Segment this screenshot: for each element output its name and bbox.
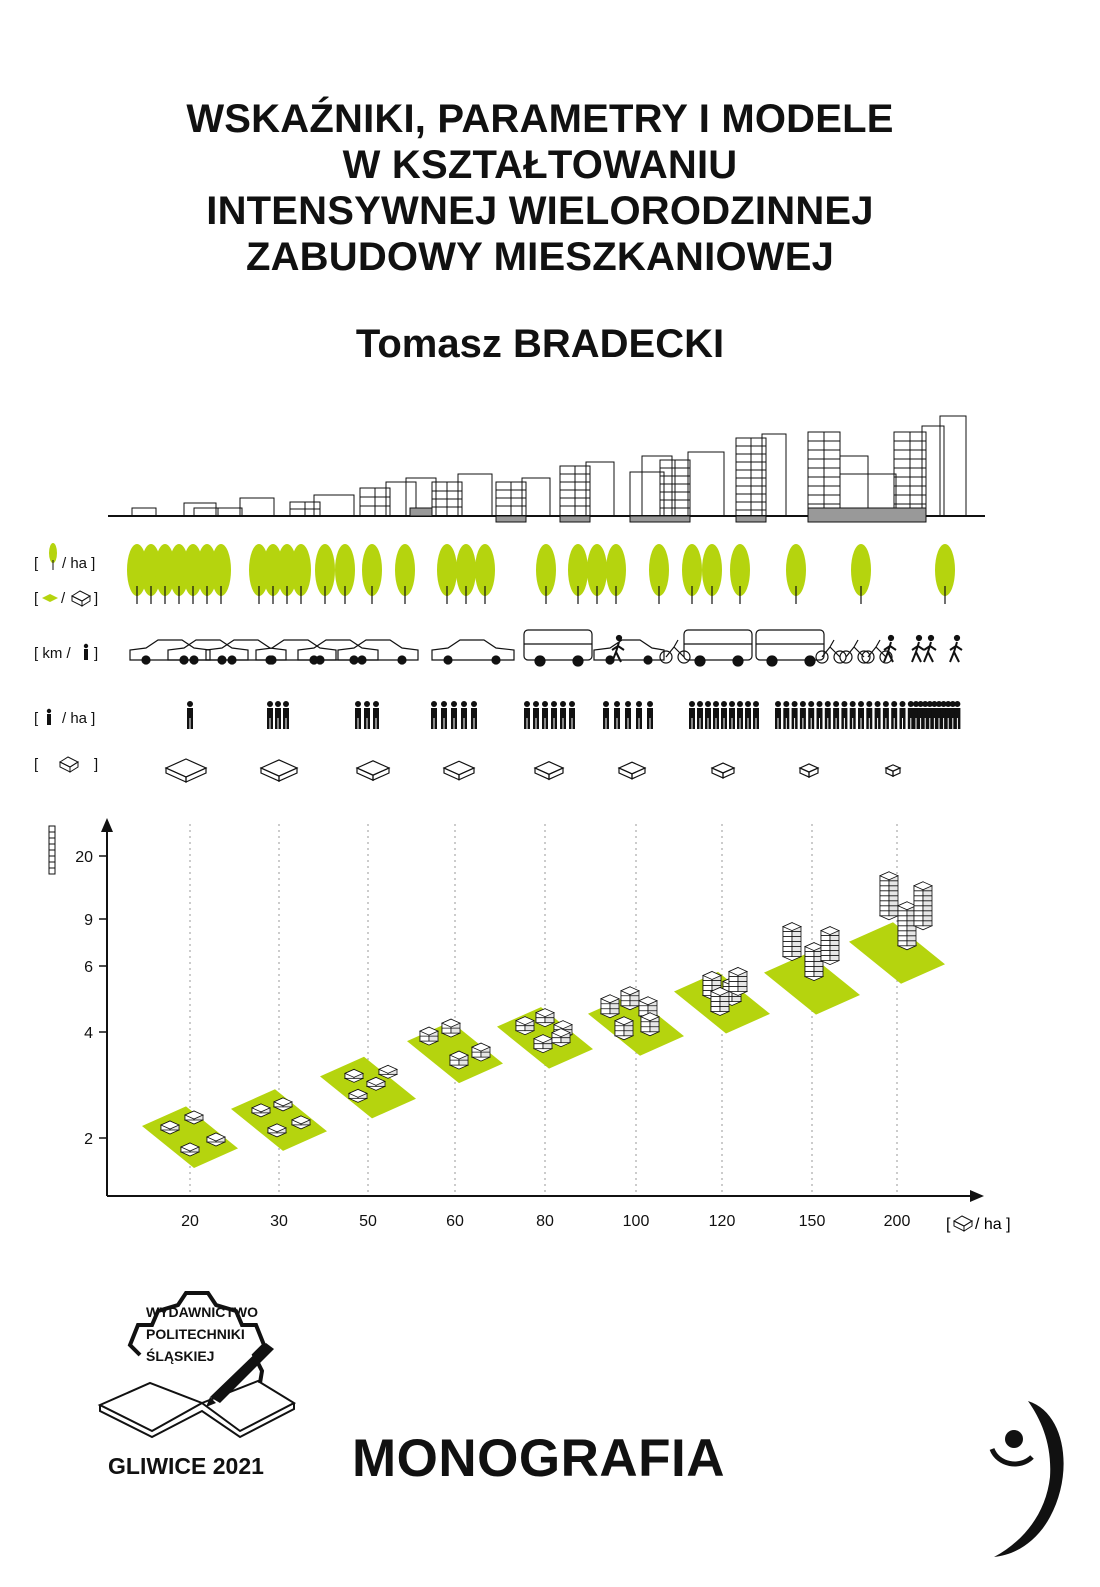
person-icon (471, 701, 477, 729)
tree-icon (475, 544, 495, 604)
plot-size-icon (166, 759, 206, 782)
plot-size-icon (800, 764, 818, 777)
tree-icon (851, 544, 871, 604)
storeys-icon (49, 826, 55, 874)
x-tick-label: 100 (622, 1213, 650, 1230)
person-icon (636, 701, 642, 729)
green-plot (849, 922, 945, 984)
y-tick-label: 6 (84, 959, 93, 976)
development-models (142, 872, 945, 1168)
person-icon (783, 701, 789, 729)
person-icon (283, 701, 289, 729)
building-block (472, 1043, 490, 1061)
person-icon (775, 701, 781, 729)
building-block (615, 1017, 633, 1040)
tree-icon (568, 544, 588, 604)
person-icon (721, 701, 727, 729)
y-axis-ticks (75, 849, 107, 1148)
person-icon (431, 701, 437, 729)
y-tick-label: 20 (75, 849, 93, 866)
tree-icon (935, 544, 955, 604)
person-icon (603, 701, 609, 729)
author-name: Tomasz BRADECKI (355, 322, 725, 366)
person-icon (900, 701, 906, 729)
building-block (729, 967, 747, 995)
series-title: MONOGRAFIA (352, 1429, 726, 1488)
building-icon (60, 757, 78, 772)
x-tick-label: 20 (181, 1213, 199, 1230)
building-block (783, 923, 801, 961)
publisher-line-1: WYDAWNICTWO (146, 1304, 258, 1320)
publisher-line-3: ŚLĄSKIEJ (146, 1348, 215, 1364)
skyline-diagram (108, 416, 985, 522)
legend-transport: [ km / (34, 645, 71, 662)
person-icon (954, 701, 960, 729)
person-icon (866, 701, 872, 729)
development-model (407, 1019, 503, 1083)
svg-text:]: ] (94, 645, 99, 662)
tree-icon (335, 544, 355, 604)
tree-icon (786, 544, 806, 604)
person-icon (569, 701, 575, 729)
pedestrian-icon (924, 636, 936, 663)
development-model (674, 967, 770, 1033)
person-icon (883, 701, 889, 729)
person-icon (533, 701, 539, 729)
x-tick-label: 30 (270, 1213, 288, 1230)
person-icon (729, 701, 735, 729)
person-icon (705, 701, 711, 729)
pedestrian-icon (950, 636, 962, 663)
car-icon (594, 640, 664, 664)
place-and-year: GLIWICE 2021 (108, 1453, 264, 1479)
person-icon (713, 701, 719, 729)
publisher-logo (90, 1285, 300, 1455)
person-icon (833, 701, 839, 729)
person-icon (850, 701, 856, 729)
tree-icon (702, 544, 722, 604)
x-axis-label: / ha ] (975, 1216, 1011, 1233)
tree-icon (536, 544, 556, 604)
legend-plot-open: [ (34, 756, 39, 773)
tree-icon (395, 544, 415, 604)
legend-plot-close: ] (94, 756, 99, 773)
person-icon (891, 701, 897, 729)
bus-icon (524, 630, 592, 666)
plot-size-icon (261, 760, 297, 781)
building-block (641, 1013, 659, 1036)
y-tick-label: 9 (84, 912, 93, 929)
person-icon (737, 701, 743, 729)
pedestrian-icon (884, 636, 896, 663)
person-icon (792, 701, 798, 729)
person-icon (745, 701, 751, 729)
tree-icon (587, 544, 607, 604)
tree-icon (456, 544, 476, 604)
plot-size-icon (619, 762, 645, 779)
title-line-2: W KSZTAŁTOWANIU (342, 143, 738, 187)
person-icon (364, 701, 370, 729)
person-icon (841, 701, 847, 729)
title-line-3: INTENSYWNEJ WIELORODZINNEJ (206, 189, 874, 233)
development-model (142, 1106, 238, 1168)
x-tick-label: 80 (536, 1213, 554, 1230)
person-icon (697, 701, 703, 729)
y-tick-label: 4 (84, 1025, 93, 1042)
svg-text:[: [ (946, 1216, 951, 1233)
person-icon (84, 644, 88, 660)
green-plot (231, 1089, 327, 1151)
building-block (516, 1017, 534, 1035)
person-icon (689, 701, 695, 729)
person-icon (373, 701, 379, 729)
bus-icon (756, 630, 824, 666)
plot-size-icon (444, 761, 474, 780)
x-tick-label: 50 (359, 1213, 377, 1230)
building-block (534, 1035, 552, 1053)
legend-trees-open: [ (34, 555, 39, 572)
title-line-1: WSKAŹNIKI, PARAMETRY I MODELE (186, 97, 894, 141)
plot-size-icon (535, 762, 563, 780)
building-block (420, 1027, 438, 1045)
person-icon (858, 701, 864, 729)
building-block (450, 1051, 468, 1069)
swirl-logo (980, 1395, 1075, 1560)
tree-icon (437, 544, 457, 604)
person-icon (355, 701, 361, 729)
building-block (621, 987, 639, 1010)
car-icon (432, 640, 514, 664)
person-icon (542, 701, 548, 729)
green-area-icon (42, 594, 58, 602)
development-model (588, 987, 684, 1056)
legend-trees-unit: / ha ] (62, 555, 96, 572)
building-icon (72, 591, 90, 606)
person-icon (275, 701, 281, 729)
person-icon (875, 701, 881, 729)
person-icon (908, 701, 914, 729)
person-icon (451, 701, 457, 729)
building-block (601, 995, 619, 1018)
person-icon (461, 701, 467, 729)
tree-icon (730, 544, 750, 604)
building-block (880, 872, 898, 920)
person-icon (187, 701, 193, 729)
person-icon (825, 701, 831, 729)
svg-text:[: [ (34, 710, 39, 727)
people-row (187, 701, 960, 729)
tree-icon (291, 544, 311, 604)
building-block (821, 927, 839, 965)
building-block (552, 1029, 570, 1047)
x-tick-label: 200 (883, 1213, 911, 1230)
person-icon (267, 701, 273, 729)
plot-size-icon (357, 761, 389, 780)
person-icon (647, 701, 653, 729)
indicator-legend (34, 543, 98, 773)
plot-size-icon (886, 765, 900, 776)
svg-text:[: [ (34, 590, 39, 607)
legend-people-unit: / ha ] (62, 710, 96, 727)
person-icon (560, 701, 566, 729)
svg-text:]: ] (94, 590, 99, 607)
person-icon (800, 701, 806, 729)
person-icon (625, 701, 631, 729)
x-tick-label: 120 (708, 1213, 736, 1230)
publisher-line-2: POLITECHNIKI (146, 1326, 245, 1342)
development-model (849, 872, 945, 984)
x-tick-label: 150 (798, 1213, 826, 1230)
trees-row (127, 544, 955, 604)
tree-icon (211, 544, 231, 604)
transport-row (130, 630, 962, 666)
building-block (442, 1019, 460, 1037)
plot-size-row (166, 759, 900, 782)
tree-icon (649, 544, 669, 604)
legend-green-ratio: / (61, 590, 66, 607)
x-tick-label: 60 (446, 1213, 464, 1230)
person-icon (551, 701, 557, 729)
person-icon (47, 709, 51, 725)
series-logo (980, 1395, 1075, 1560)
person-icon (817, 701, 823, 729)
bus-icon (684, 630, 752, 666)
person-icon (614, 701, 620, 729)
person-icon (808, 701, 814, 729)
tree-icon (362, 544, 382, 604)
gear-book-emblem (90, 1285, 300, 1455)
person-icon (753, 701, 759, 729)
title-line-4: ZABUDOWY MIESZKANIOWEJ (245, 235, 835, 279)
pedestrian-icon (912, 636, 924, 663)
y-tick-label: 2 (84, 1131, 93, 1148)
density-chart (49, 818, 1011, 1233)
building-block (805, 943, 823, 981)
person-icon (524, 701, 530, 729)
tree-icon (682, 544, 702, 604)
building-block (711, 987, 729, 1015)
green-plot (320, 1057, 416, 1119)
tree-icon (315, 544, 335, 604)
development-model (497, 1007, 593, 1069)
development-model (320, 1057, 416, 1119)
building-block (536, 1009, 554, 1027)
development-model (231, 1089, 327, 1151)
development-model (764, 923, 860, 1015)
building-icon (954, 1216, 972, 1231)
plot-size-icon (712, 763, 734, 778)
person-icon (441, 701, 447, 729)
building-block (914, 882, 932, 930)
tree-icon (606, 544, 626, 604)
